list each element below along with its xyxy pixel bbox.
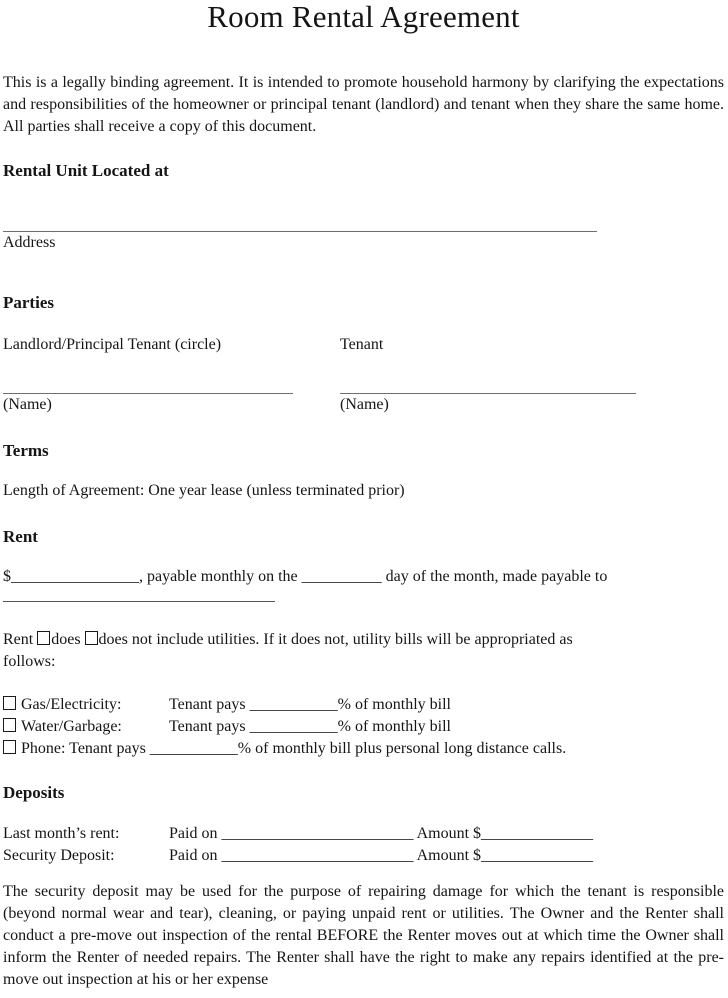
water-garbage-label: Water/Garbage: [21,718,122,735]
utilities-intro-pre: Rent [3,631,34,648]
utility-label-cell [3,716,169,738]
rent-payment-line: $________________, payable monthly on the __________ day of the month, made payable to [3,568,608,585]
tenant-name-blank-line [340,375,636,394]
water-garbage-checkbox-icon [3,718,16,732]
deposit-label: Last month’s rent: [3,825,120,842]
does-not-checkbox-icon [85,631,98,645]
deposit-text [169,845,593,867]
length-of-agreement-line: Length of Agreement: One year lease (unless terminated prior) [3,482,405,499]
utilities-intro-rest: does not include utilities. If it does not, utility bills will be appropriated as [98,631,573,648]
gas-electricity-checkbox-icon [3,696,16,710]
section-heading-parties: Parties [3,293,54,312]
security-deposit-paragraph: The security deposit may be used for the purpose of repairing damage for which the tenant is responsible (beyond normal wear and tear), cleaning, or paying unpaid rent or utilities. The Owner and the Renter shall conduct a pre-move out inspection of the rental BEFORE the Renter moves out at which time the Owner shall inform the Renter of needed repairs. The Renter shall have the right to make any repairs identified at the pre-move out inspection at his or her expense [3,883,724,988]
deposit-row-last-month [3,823,724,845]
paid-on-label: Paid on [169,825,218,842]
deposit-text [169,823,593,845]
percent-blank: ___________ [149,740,238,757]
percent-suffix: % of monthly bill plus personal long distance calls. [237,740,567,757]
utilities-intro-paragraph [3,629,724,673]
address-blank-line [3,212,597,232]
tenant-name-caption: (Name) [340,396,389,413]
landlord-label: Landlord/Principal Tenant (circle) [3,336,222,353]
gas-electricity-label: Gas/Electricity: [21,696,122,713]
utility-row-phone [3,738,724,760]
section-heading-rent: Rent [3,527,38,546]
parties-columns [3,334,724,416]
deposit-label: Security Deposit: [3,847,115,864]
utilities-list [3,694,724,760]
utilities-intro-rest2: follows: [3,653,56,670]
landlord-column [3,334,340,416]
deposits-list [3,823,724,867]
phone-label: Phone: Tenant pays [21,740,146,757]
payable-to-blank-line [3,588,275,602]
landlord-name-blank-line [3,375,293,394]
paid-on-label: Paid on [169,847,218,864]
landlord-name-caption: (Name) [3,396,52,413]
section-heading-rental-unit: Rental Unit Located at [3,161,169,180]
deposit-row-security [3,845,724,867]
utility-text [169,694,451,716]
amount-label: Amount $ [416,847,482,864]
utility-row-gas-electricity [3,694,724,716]
tenant-pays-label: Tenant pays [169,718,246,735]
paid-on-blank: ________________________ [221,847,414,864]
tenant-column [340,334,724,416]
document-title: Room Rental Agreement [207,0,520,34]
utility-text [169,716,451,738]
amount-label: Amount $ [416,825,482,842]
does-label: does [51,631,81,648]
phone-checkbox-icon [3,740,16,754]
amount-blank: ______________ [481,847,594,864]
amount-blank: ______________ [481,825,594,842]
intro-paragraph: This is a legally binding agreement. It is intended to promote household harmony by clarifying the expectations and responsibilities of the homeowner or principal tenant (landlord) and tenant when they share the same home. All parties shall receive a copy of this document. [3,74,724,135]
tenant-pays-label: Tenant pays [169,696,246,713]
utility-label-cell [3,694,169,716]
tenant-label: Tenant [340,336,384,353]
does-checkbox-icon [37,631,50,645]
percent-blank: ___________ [249,696,338,713]
section-heading-deposits: Deposits [3,783,65,802]
paid-on-blank: ________________________ [221,825,414,842]
percent-suffix: % of monthly bill [337,696,451,713]
percent-suffix: % of monthly bill [337,718,451,735]
percent-blank: ___________ [249,718,338,735]
section-heading-terms: Terms [3,441,49,460]
address-label: Address [3,234,56,251]
utility-row-water-garbage [3,716,724,738]
